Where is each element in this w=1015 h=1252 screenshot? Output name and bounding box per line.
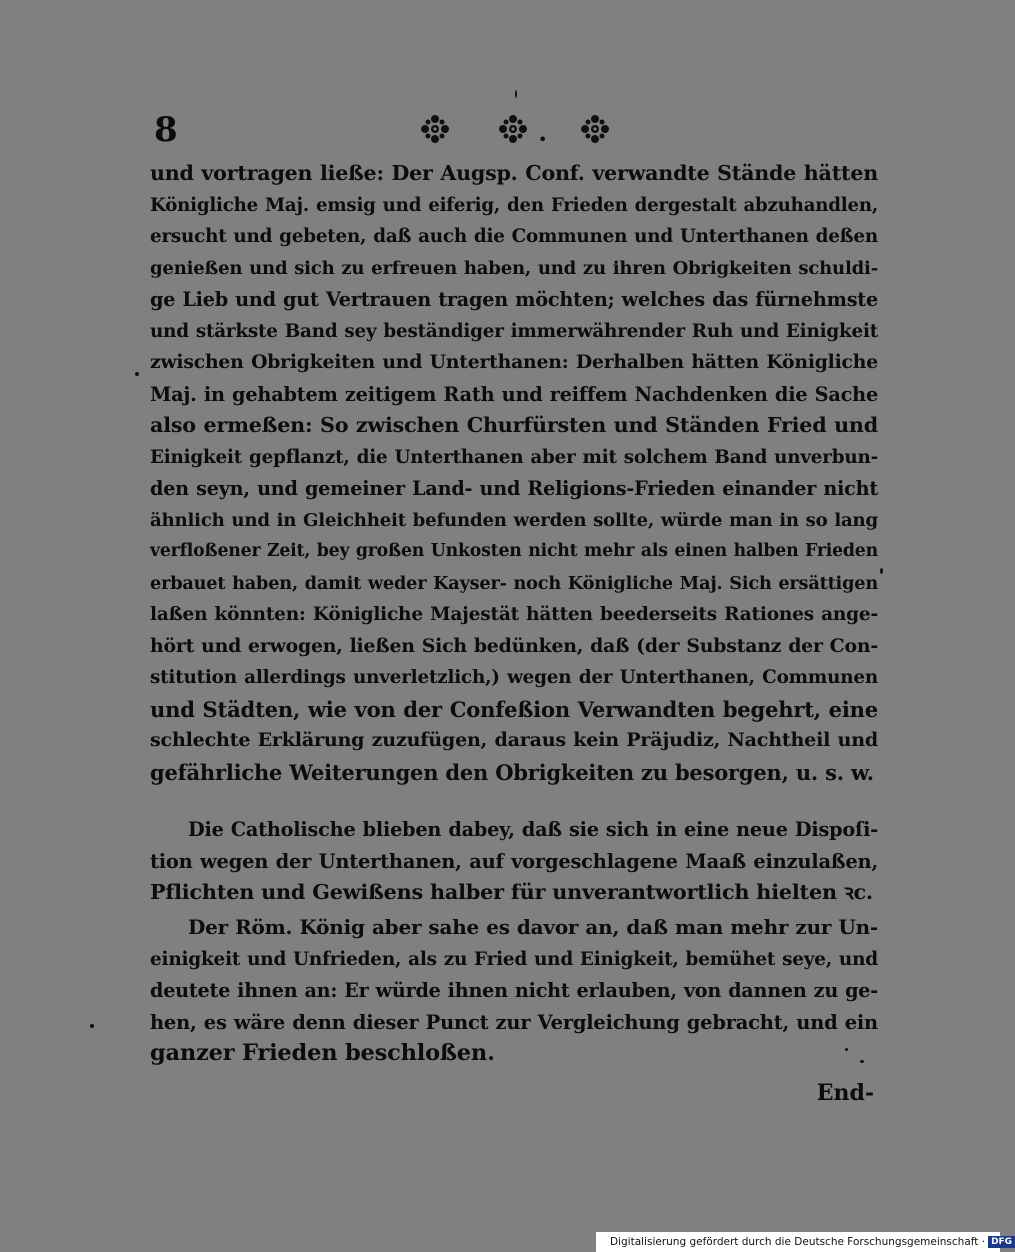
text-line: ge Lieb und gut Vertrauen tragen möchten; welches das fürnehmste [150,288,878,311]
footer-text: Digitalisierung gefördert durch die Deutsche Forschungsgemeinschaft · [610,1236,986,1248]
ornament-dot: • [538,130,548,149]
text-line: verfloßener Zeit, bey großen Unkosten nicht mehr als einen halben Frieden [150,541,878,561]
text-line: einigkeit und Unfrieden, als zu Fried und Einigkeit, bemühet seye, und [150,948,878,970]
text-line: ganzer Frieden beschloßen. [150,1040,495,1066]
paragraph [150,912,878,1070]
text-line: erbauet haben, damit weder Kayser- noch Königliche Maj. Sich ersättigen [150,572,878,594]
text-line: Einigkeit gepflanzt, die Unterthanen aber mit solchem Band unverbun- [150,446,878,468]
text-line: also ermeßen: So zwischen Churfürsten und Ständen Fried und [150,413,878,437]
scan-speck [860,1060,864,1063]
text-line: zwischen Obrigkeiten und Unterthanen: Derhalben hätten Königliche [150,351,878,373]
text-line: tion wegen der Unterthanen, auf vorgeschlagene Maaß einzulaßen, [150,849,878,873]
text-line: Der Röm. König aber sahe es davor an, daß man mehr zur Un- [188,915,878,939]
scan-speck [845,1048,848,1051]
text-line: laßen könnten: Königliche Majestät hätten beederseits Rationes ange- [150,604,878,625]
text-line: hen, es wäre denn dieser Punct zur Vergleichung gebracht, und ein [150,1010,878,1034]
text-line: Königliche Maj. emsig und eiferig, den Frieden dergestalt abzuhandlen, [150,194,878,216]
text-line: stitution allerdings unverletzlich,) wegen der Unterthanen, Communen [150,667,878,688]
text-line: und Städten, wie von der Confeßion Verwandten begehrt, eine [150,696,878,722]
text-line: den seyn, und gemeiner Land- und Religions-Frieden einander nicht [150,477,878,500]
page-number: 8 [154,110,178,150]
text-line: gefährliche Weiterungen den Obrigkeiten zu besorgen, u. s. w. [150,759,874,785]
text-line: Maj. in gehabtem zeitigem Rath und reiffem Nachdenken die Sache [150,382,878,406]
text-line: Die Catholische blieben dabey, daß sie sich in eine neue Dispoſi- [188,818,878,841]
scan-speck [515,90,517,98]
text-line: ähnlich und in Gleichheit befunden werden sollte, würde man in so lang [150,509,878,531]
catchword: End- [816,1080,874,1106]
page-header [150,108,880,152]
text-line: genießen und sich zu erfreuen haben, und zu ihren Obrigkeiten schuldi- [150,257,878,279]
text-line: und vortragen ließe: Der Augsp. Conf. verwandte Stände hätten [150,161,878,185]
flower-ornament-icon [498,114,528,144]
text-line: schlechte Erklärung zuzufügen, daraus kein Präjudiz, Nachtheil und [150,729,878,751]
text-line: und stärkste Band sey beständiger immerwährender Ruh und Einigkeit [150,320,878,342]
flower-ornament-icon [580,114,610,144]
digitization-footer [596,1232,1013,1252]
paragraph [150,158,878,788]
scan-speck [135,372,139,376]
flower-ornament-icon [420,114,450,144]
paragraph [150,814,878,909]
text-line: Pflichten und Gewißens halber für unverantwortlich hielten ꝛc. [150,880,873,904]
text-line: hört und erwogen, ließen Sich bedünken, daß (der Substanz der Con- [150,634,878,657]
dfg-logo: DFG [988,1236,1015,1248]
text-line: ersucht und gebeten, daß auch die Communen und Unterthanen deßen [150,226,878,247]
scan-speck [880,568,883,574]
scan-speck [90,1024,94,1028]
text-line: deutete ihnen an: Er würde ihnen nicht erlauben, von dannen zu ge- [150,979,878,1002]
